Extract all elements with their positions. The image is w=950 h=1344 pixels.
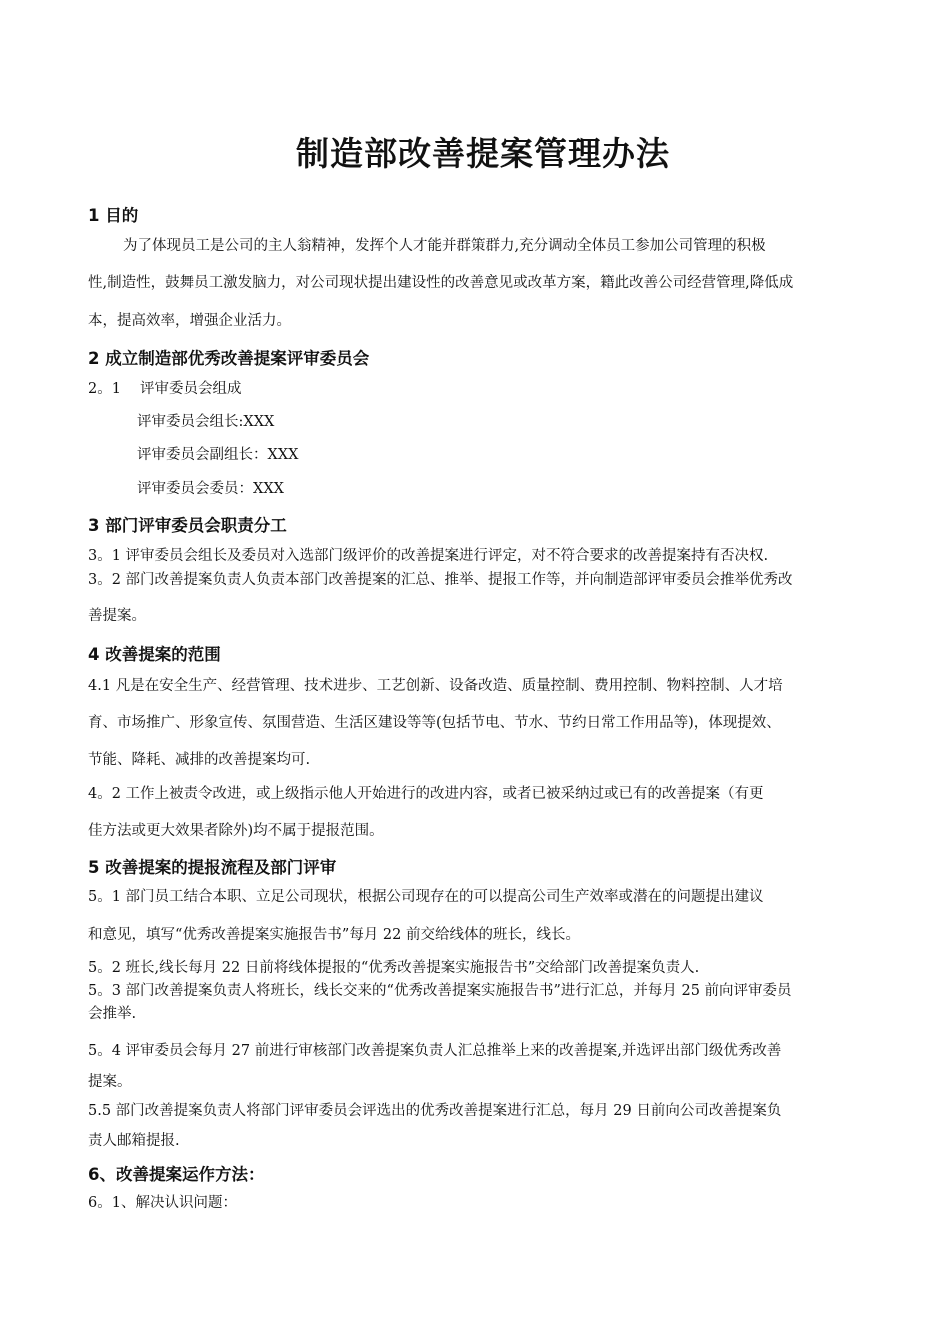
section-2-line: 评审委员会委员：XXX: [137, 481, 284, 497]
section-5-line: 责人邮箱提报.: [88, 1133, 180, 1149]
section-5-heading: 5 改善提案的提报流程及部门评审: [88, 858, 337, 877]
section-3-heading: 3 部门评审委员会职责分工: [88, 516, 287, 535]
section-2-line: 评审委员会组长:XXX: [137, 414, 275, 430]
section-6-heading: 6、改善提案运作方法：: [88, 1165, 265, 1184]
section-5-line: 提案。: [88, 1074, 132, 1090]
section-5-line: 5。3 部门改善提案负责人将班长，线长交来的“优秀改善提案实施报告书”进行汇总，并每月 25 前向评审委员: [88, 983, 792, 999]
section-4-heading: 4 改善提案的范围: [88, 645, 221, 664]
section-2-line: 评审委员会副组长：XXX: [137, 447, 299, 463]
section-5-line: 和意见，填写“优秀改善提案实施报告书”每月 22 前交给线体的班长，线长。: [88, 927, 580, 943]
section-6-line: 6。1、解决认识问题：: [88, 1195, 237, 1211]
section-3-line: 3。1 评审委员会组长及委员对入选部门级评价的改善提案进行评定，对不符合要求的改善提案持有否决权.: [88, 548, 769, 564]
section-5-line: 5.5 部门改善提案负责人将部门评审委员会评选出的优秀改善提案进行汇总，每月 29 日前向公司改善提案负: [88, 1103, 782, 1119]
section-1-line: 本，提高效率，增强企业活力。: [88, 313, 291, 329]
section-1-line: 性,制造性，鼓舞员工激发脑力，对公司现状提出建设性的改善意见或改革方案，籍此改善公司经营管理,降低成: [88, 275, 794, 291]
section-3-line: 3。2 部门改善提案负责人负责本部门改善提案的汇总、推举、提报工作等，并向制造部评审委员会推举优秀改: [88, 572, 793, 588]
section-4-line: 4.1 凡是在安全生产、经营管理、技术进步、工艺创新、设备改造、质量控制、费用控制、物料控制、人才培: [88, 678, 783, 694]
section-1-heading: 1 目的: [88, 206, 139, 225]
section-4-line: 节能、降耗、减排的改善提案均可.: [88, 752, 311, 768]
section-4-line: 佳方法或更大效果者除外)均不属于提报范围。: [88, 823, 384, 839]
section-4-line: 育、市场推广、形象宣传、氛围营造、生活区建设等等(包括节电、节水、节约日常工作用品等)，体现提效、: [88, 715, 781, 731]
section-2-heading: 2 成立制造部优秀改善提案评审委员会: [88, 349, 370, 368]
section-2-subheading: 2。1 评审委员会组成: [88, 381, 242, 397]
section-5-line: 会推举.: [88, 1006, 137, 1022]
section-5-line: 5。4 评审委员会每月 27 前进行审核部门改善提案负责人汇总推举上来的改善提案,并选评出部门级优秀改善: [88, 1043, 782, 1059]
section-5-line: 5。1 部门员工结合本职、立足公司现状，根据公司现存在的可以提高公司生产效率或潜在的问题提出建议: [88, 889, 764, 905]
section-3-line: 善提案。: [88, 608, 146, 624]
section-1-line: 为了体现员工是公司的主人翁精神，发挥个人才能并群策群力,充分调动全体员工参加公司管理的积极: [123, 238, 766, 254]
section-5-line: 5。2 班长,线长每月 22 日前将线体提报的“优秀改善提案实施报告书”交给部门改善提案负责人.: [88, 960, 700, 976]
document-title: 制造部改善提案管理办法: [296, 134, 670, 173]
section-4-line: 4。2 工作上被责令改进，或上级指示他人开始进行的改进内容，或者已被采纳过或已有的改善提案（有更: [88, 786, 764, 802]
